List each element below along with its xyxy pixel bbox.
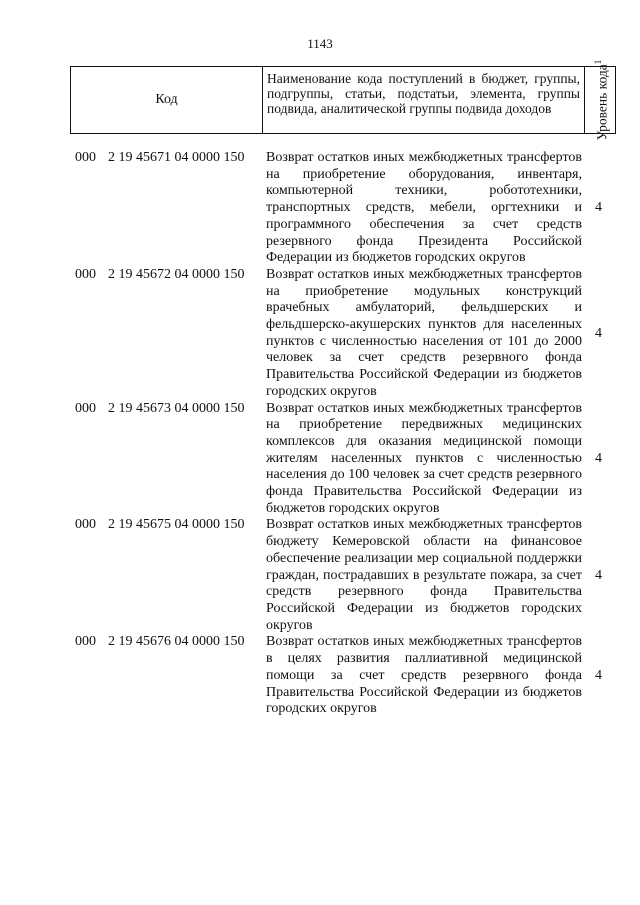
header-level-footnote: 1: [592, 59, 603, 65]
table-row: [0, 150, 640, 267]
row-description: Возврат остатков иных межбюджетных трансфертов на приобретение передвижных медицинских комплексов для оказания медицинской помощи жителям населенных пунктов с численностью населения до 100 человек за счет средств резервного фонда Правительства Российской Федерации из бюджетов городских округов: [266, 400, 582, 516]
row-admin-code: 000: [75, 634, 96, 650]
header-code-column: [71, 67, 263, 133]
table-row: [0, 401, 640, 518]
header-level-label: Уровень кода: [594, 64, 610, 141]
row-admin-code: 000: [75, 400, 96, 416]
row-level: 4: [595, 200, 602, 216]
row-level: 4: [595, 325, 602, 341]
header-code-label: Код: [155, 92, 178, 107]
table-body: [0, 150, 640, 718]
row-revenue-code: 2 19 45672 04 0000 150: [108, 266, 245, 282]
table-row: [0, 634, 640, 718]
row-revenue-code: 2 19 45675 04 0000 150: [108, 517, 245, 533]
row-admin-code: 000: [75, 266, 96, 282]
row-level: 4: [595, 451, 602, 466]
row-description: Возврат остатков иных межбюджетных трансфертов на приобретение оборудования, инвентаря, компьютерной техники, робототехники, транспортных средств, мебели, оргтехники и программного обеспечения за счет средств резервного фонда Президента Российской Федерации из бюджетов городских округов: [266, 150, 582, 266]
header-level-rotated: [591, 60, 610, 141]
header-name-column: [263, 67, 585, 133]
row-level: 4: [595, 567, 602, 583]
row-revenue-code: 2 19 45673 04 0000 150: [108, 400, 245, 416]
table-row: [0, 517, 640, 634]
row-description: Возврат остатков иных межбюджетных трансфертов бюджету Кемеровской области на финансовое обеспечение реализации мер социальной поддержки граждан, пострадавших в результате пожара, за счет средств резервного фонда Правительства Российской Федерации из бюджетов городских округов: [266, 517, 582, 633]
header-level-column: [585, 59, 615, 141]
header-name-label: Наименование кода поступлений в бюджет, группы, подгруппы, статьи, подстатьи, элемента, группы подвида, аналитической группы подвида доходов: [267, 71, 580, 116]
row-admin-code: 000: [75, 517, 96, 533]
row-revenue-code: 2 19 45676 04 0000 150: [108, 634, 245, 650]
row-revenue-code: 2 19 45671 04 0000 150: [108, 150, 245, 165]
row-description: Возврат остатков иных межбюджетных трансфертов в целях развития паллиативной медицинской помощи за счет средств резервного фонда Правительства Российской Федерации из бюджетов городских округов: [266, 634, 582, 717]
row-level: 4: [595, 668, 602, 684]
row-description: Возврат остатков иных межбюджетных трансфертов на приобретение модульных конструкций врачебных амбулаторий, фельдшерских и фельдшерско-акушерских пунктов для населенных пунктов с численностью населения от 101 до 2000 человек за счет средств резервного фонда Правительства Российской Федерации из бюджетов городских округов: [266, 266, 582, 399]
page-number: 1143: [307, 36, 333, 51]
table-header: [70, 59, 616, 141]
row-admin-code: 000: [75, 150, 96, 165]
table-row: [0, 267, 640, 401]
